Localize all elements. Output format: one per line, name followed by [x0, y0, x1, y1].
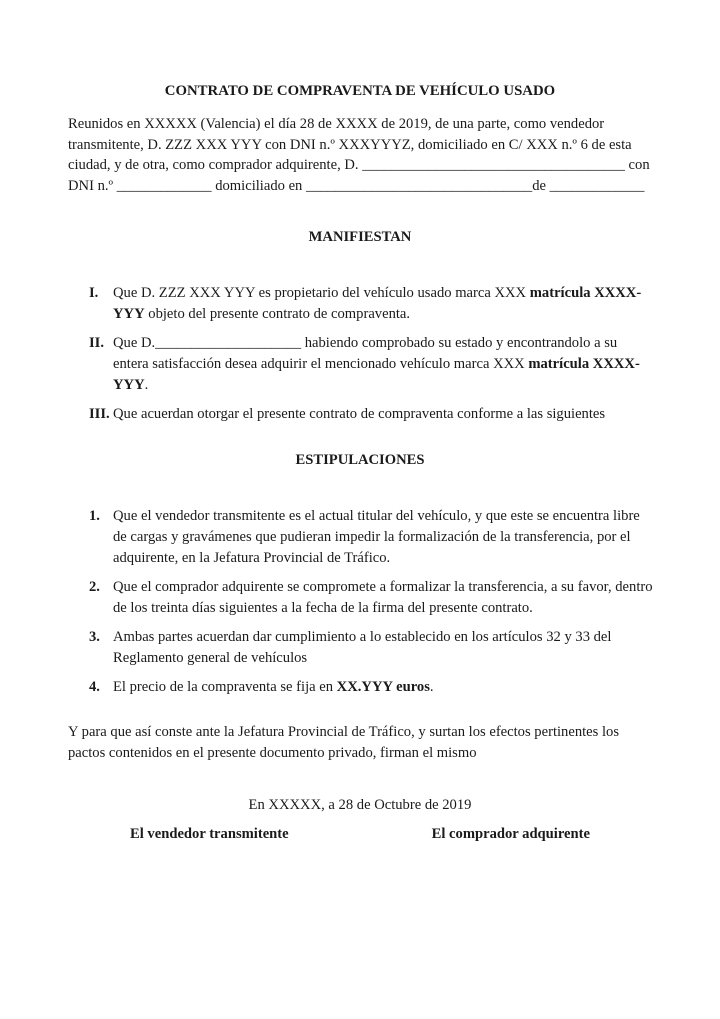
list-item-marker: 1. — [89, 508, 100, 524]
text-line: DNI n.º _____________ domiciliado en _______________________________de _____________ — [68, 177, 645, 194]
list-item — [89, 506, 652, 569]
text-line: Ambas partes acuerdan dar cumplimiento a lo establecido en los artículos 32 y 33 del — [113, 629, 612, 645]
list-item-marker: III. — [89, 406, 110, 422]
list-item-text — [113, 404, 652, 425]
text-line: Reunidos en XXXXX (Valencia) el día 28 de XXXX de 2019, de una parte, como vendedor — [68, 116, 605, 132]
text-line: Que acuerdan otorgar el presente contrato de compraventa conforme a las siguientes — [113, 406, 606, 422]
list-item — [89, 677, 652, 698]
list-item-text — [113, 577, 652, 619]
text-line: Reglamento general de vehículos — [113, 650, 308, 666]
list-item-text — [113, 627, 652, 669]
list-item — [89, 333, 652, 396]
estipulaciones-list — [68, 506, 652, 698]
text-line: Que D.____________________ habiendo comprobado su estado y encontrandolo a su — [113, 335, 618, 351]
text-line: adquirente, en la Jefatura Provincial de Tráfico. — [113, 550, 391, 566]
list-item-text — [113, 506, 652, 569]
list-item-marker: I. — [89, 285, 99, 301]
intro-paragraph — [68, 114, 652, 196]
text-line: de cargas y gravámenes que pudieran impedir la formalización de la transferencia, por el — [113, 529, 631, 545]
text-line: Y para que así conste ante la Jefatura Provincial de Tráfico, y surtan los efectos pertinentes los — [68, 724, 620, 740]
seller-signature-label: El vendedor transmitente — [130, 826, 289, 842]
text-line: ciudad, y de otra, como comprador adquirente, D. ____________________________________ con — [68, 157, 650, 173]
text-line: transmitente, D. ZZZ XXX YYY con DNI n.º XXXYYYZ, domiciliado en C/ XXX n.º 6 de esta — [68, 136, 632, 153]
list-item — [89, 577, 652, 619]
list-item-text — [113, 333, 652, 396]
list-item-marker: II. — [89, 335, 105, 351]
closing-paragraph — [68, 722, 652, 763]
text-line: Que D. ZZZ XXX YYY es propietario del vehículo usado marca XXX matrícula XXXX- — [113, 285, 642, 301]
text-line: YYY objeto del presente contrato de compraventa. — [113, 306, 411, 322]
list-item-text — [113, 283, 652, 325]
buyer-signature-label: El comprador adquirente — [431, 826, 590, 842]
list-item-text — [113, 677, 652, 698]
manifiestan-list — [68, 283, 652, 425]
section-heading-estipulaciones: ESTIPULACIONES — [295, 452, 425, 468]
list-item — [89, 627, 652, 669]
text-line: de los treinta días siguientes a la fecha de la firma del presente contrato. — [113, 600, 533, 616]
list-item-marker: 4. — [89, 679, 100, 695]
list-item-marker: 2. — [89, 579, 100, 595]
document-title: CONTRATO DE COMPRAVENTA DE VEHÍCULO USADO — [164, 83, 556, 99]
signature-row — [68, 824, 652, 844]
text-line: Que el vendedor transmitente es el actual titular del vehículo, y que este se encuentra libre — [113, 508, 640, 524]
text-line: El precio de la compraventa se fija en XX.YYY euros. — [113, 679, 434, 695]
section-heading-manifiestan: MANIFIESTAN — [308, 229, 412, 245]
list-item-marker: 3. — [89, 629, 100, 645]
list-item — [89, 283, 652, 325]
date-line: En XXXXX, a 28 de Octubre de 2019 — [248, 797, 472, 813]
text-line: pactos contenidos en el presente documento privado, firman el mismo — [68, 744, 477, 761]
text-line: Que el comprador adquirente se compromete a formalizar la transferencia, a su favor, dentro — [113, 579, 653, 595]
list-item — [89, 404, 652, 425]
text-line: YYY. — [113, 377, 149, 393]
text-line: entera satisfacción desea adquirir el mencionado vehículo marca XXX matrícula XXXX- — [113, 356, 640, 372]
